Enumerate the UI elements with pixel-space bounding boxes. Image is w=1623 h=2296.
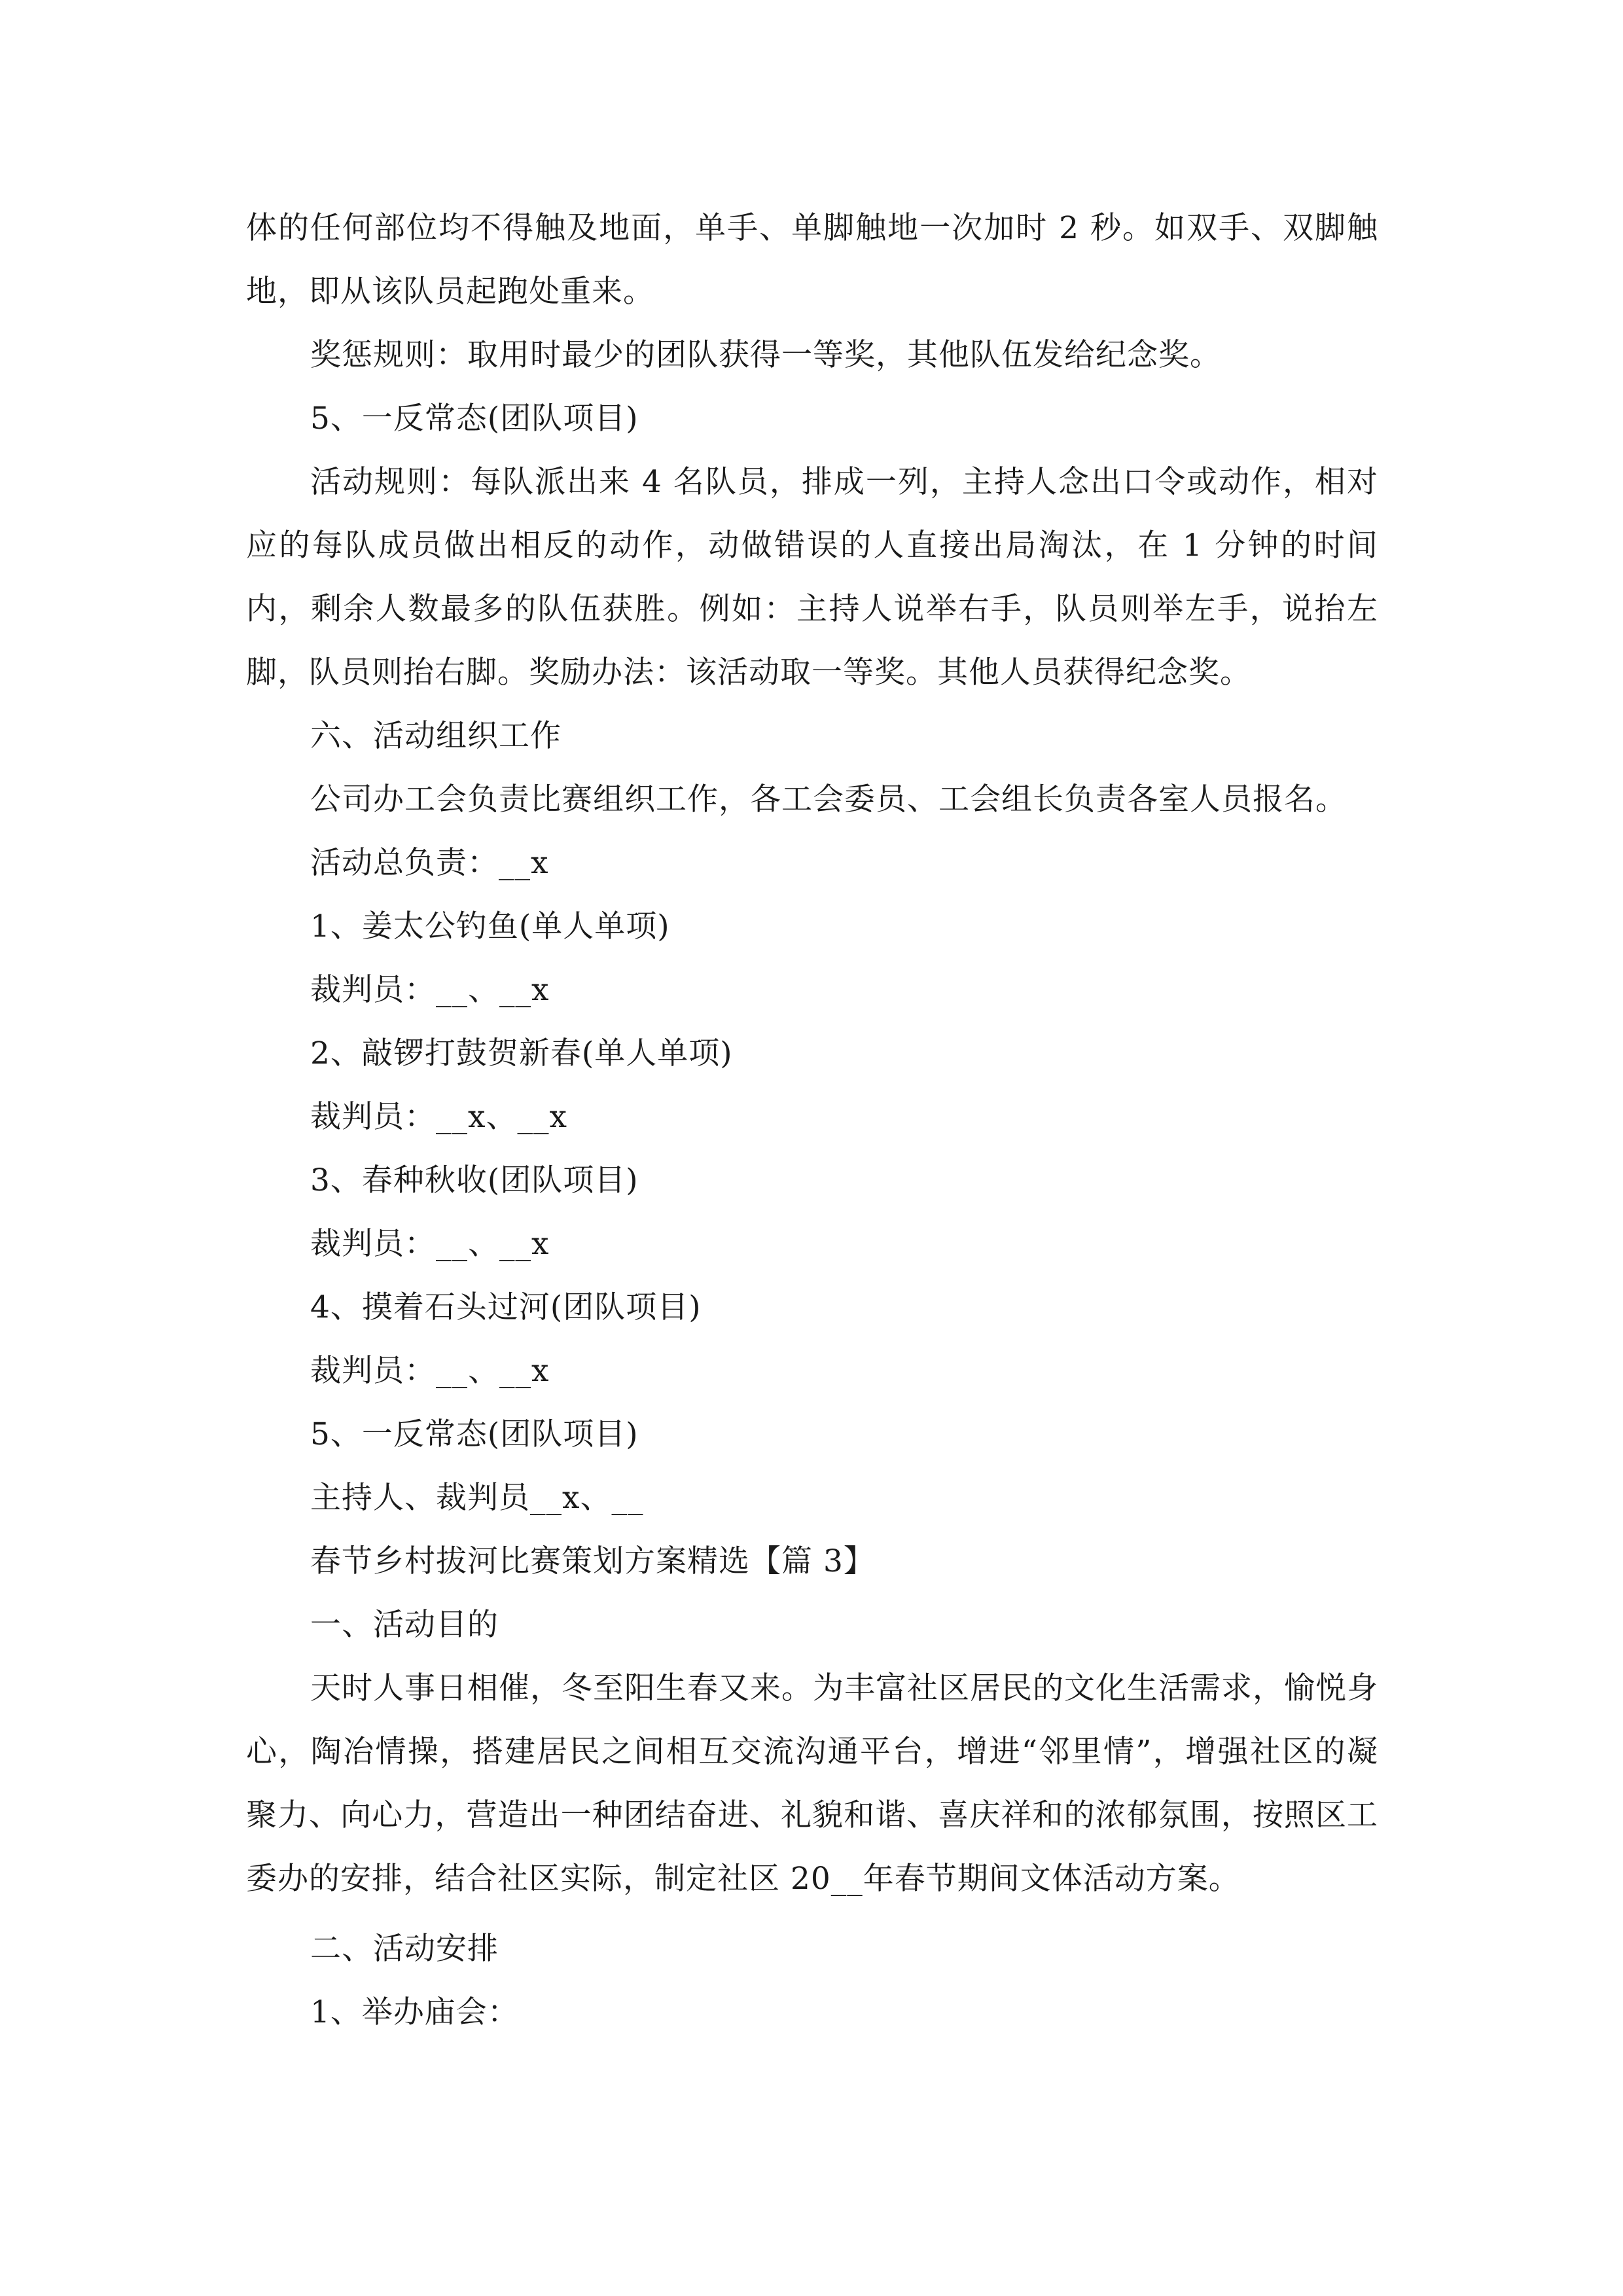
heading-item-5: 5、一反常态(团队项目) bbox=[310, 401, 639, 437]
list-item-1: 1、姜太公钓鱼(单人单项) bbox=[310, 908, 670, 944]
document-body bbox=[246, 196, 1378, 2044]
article-title-part-3: 春节乡村拔河比赛策划方案精选【篇 3】 bbox=[310, 1543, 875, 1579]
referee-line-1: 裁判员：__、__x bbox=[310, 972, 550, 1008]
paragraph-purpose: 天时人事日相催，冬至阳生春又来。为丰富社区居民的文化生活需求，愉悦身心，陶冶情操，搭建居民之间相互交流沟通平台，增进“邻里情”，增强社区的凝聚力、向心力，营造出一种团结奋进、礼貌和谐、喜庆祥和的浓郁氛围，按照区工委办的安排，结合社区实际，制定社区 20__年春节期间文体活动方案。 bbox=[246, 1670, 1378, 1897]
referee-line-3: 裁判员：__、__x bbox=[310, 1226, 550, 1262]
list-item-4: 4、摸着石头过河(团队项目) bbox=[310, 1289, 702, 1325]
list-item-5: 5、一反常态(团队项目) bbox=[310, 1416, 639, 1452]
list-item-temple-fair: 1、举办庙会： bbox=[310, 1994, 519, 2030]
host-referee-line: 主持人、裁判员__x、__ bbox=[310, 1480, 644, 1516]
paragraph-activity-rule: 活动规则：每队派出来 4 名队员，排成一列，主持人念出口令或动作，相对应的每队成员做出相反的动作，动做错误的人直接出局淘汰，在 1 分钟的时间内，剩余人数最多的队伍获胜。例如：主持人说举右手，队员则举左手，说抬左脚，队员则抬右脚。奖励办法：该活动取一等奖。其他人员获得纪念奖。 bbox=[246, 464, 1378, 691]
heading-purpose: 一、活动目的 bbox=[310, 1607, 499, 1643]
referee-line-2: 裁判员：__x、__x bbox=[310, 1099, 568, 1135]
heading-section-6: 六、活动组织工作 bbox=[310, 718, 562, 754]
paragraph-general-lead: 活动总负责：__x bbox=[310, 845, 549, 881]
referee-line-4: 裁判员：__、__x bbox=[310, 1353, 550, 1389]
list-item-3: 3、春种秋收(团队项目) bbox=[310, 1162, 639, 1198]
paragraph-rule-continuation: 体的任何部位均不得触及地面，单手、单脚触地一次加时 2 秒。如双手、双脚触地，即从该队员起跑处重来。 bbox=[246, 210, 1378, 310]
heading-arrangement: 二、活动安排 bbox=[310, 1931, 499, 1967]
list-item-2: 2、敲锣打鼓贺新春(单人单项) bbox=[310, 1035, 733, 1071]
paragraph-reward-rule: 奖惩规则：取用时最少的团队获得一等奖，其他队伍发给纪念奖。 bbox=[310, 337, 1221, 373]
spacer bbox=[246, 1910, 1378, 1917]
paragraph-organization: 公司办工会负责比赛组织工作，各工会委员、工会组长负责各室人员报名。 bbox=[310, 781, 1347, 817]
